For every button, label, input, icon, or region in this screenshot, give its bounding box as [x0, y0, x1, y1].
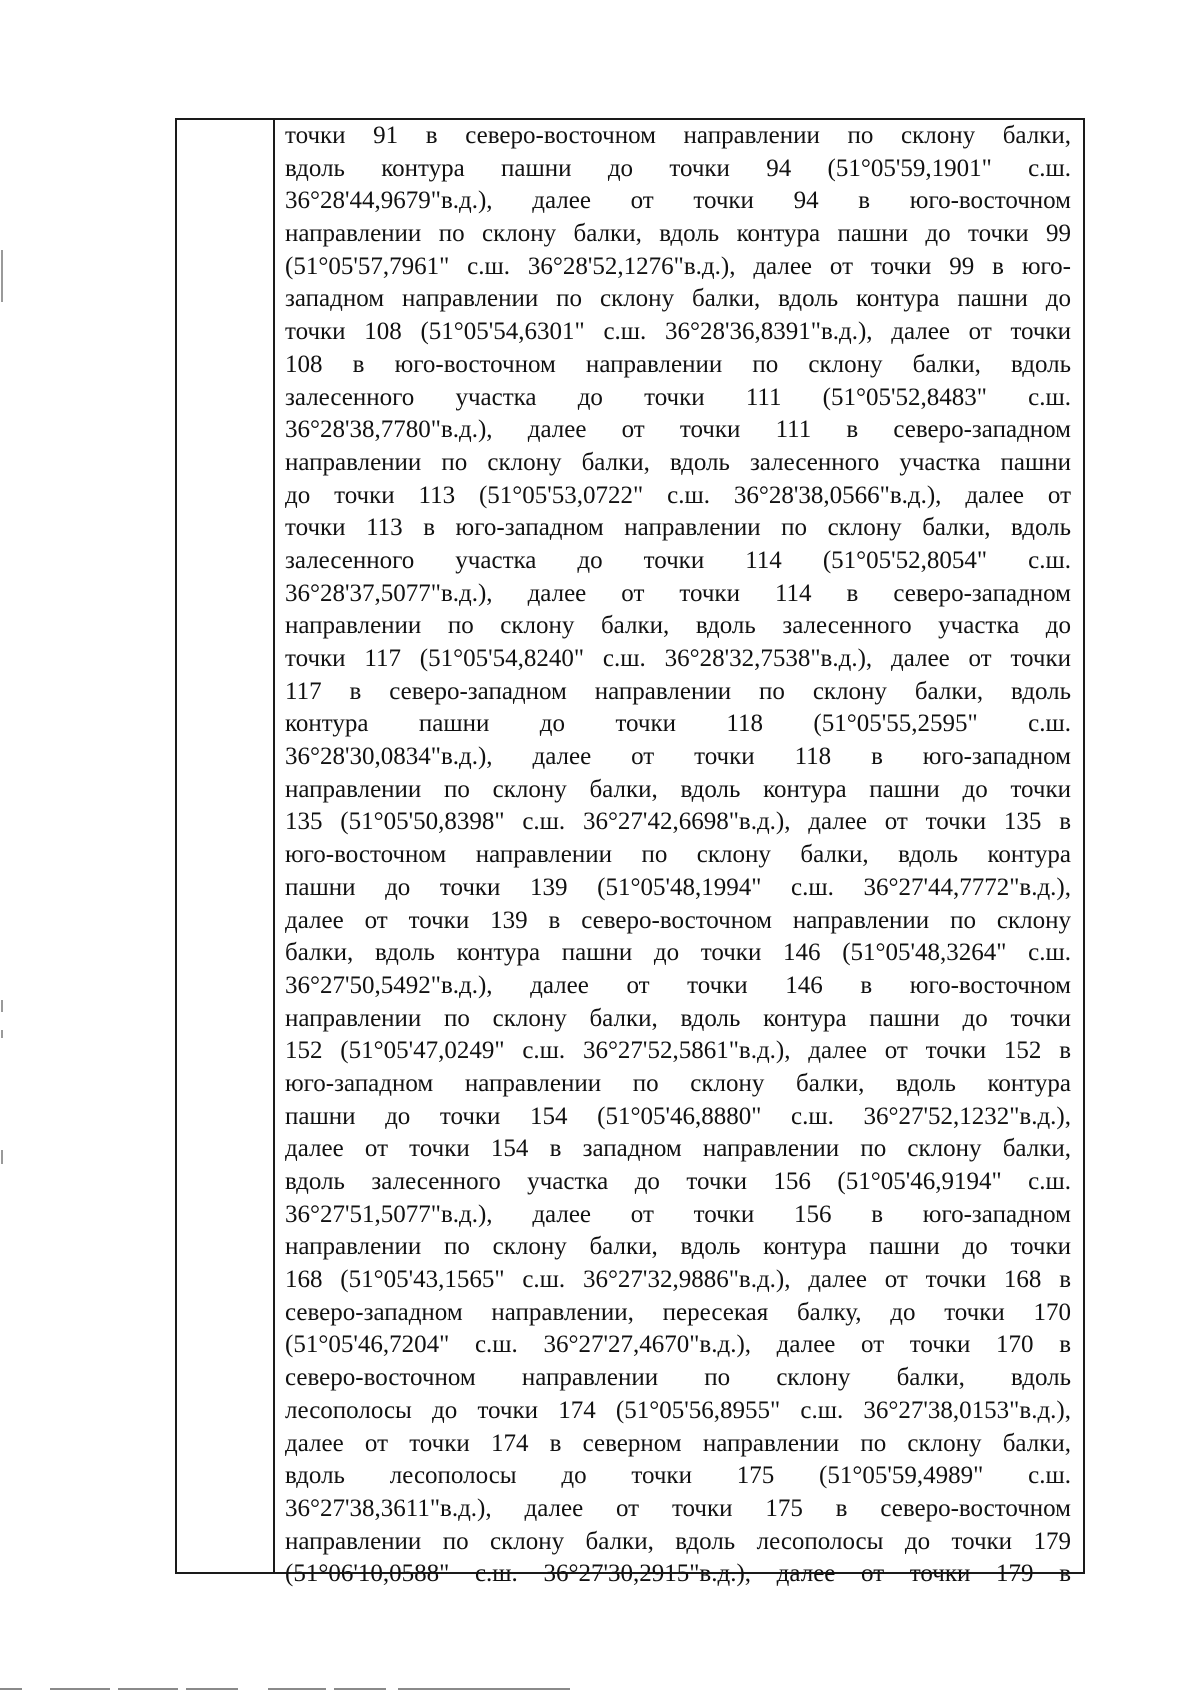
text-line: балки, вдоль контура пашни до точки 146 (51°05'48,3264" с.ш.	[285, 939, 1071, 967]
text-line: 117 в северо-западном направлении по склону балки, вдоль	[285, 677, 1071, 705]
text-line: точки 113 в юго-западном направлении по склону балки, вдоль	[285, 514, 1071, 542]
text-line: 36°28'30,0834"в.д.), далее от точки 118 в юго-западном	[285, 743, 1071, 771]
text-line: далее от точки 139 в северо-восточном направлении по склону	[285, 906, 1071, 934]
scan-dash	[398, 1688, 570, 1690]
text-line: направлении по склону балки, вдоль контура пашни до точки	[285, 1233, 1071, 1261]
text-line: северо-западном направлении, пересекая балку, до точки 170	[285, 1298, 1071, 1326]
scan-margin-mark	[1, 1150, 3, 1164]
text-line: 36°28'44,9679"в.д.), далее от точки 94 в юго-восточном	[285, 187, 1071, 215]
text-line: вдоль лесополосы до точки 175 (51°05'59,4989" с.ш.	[285, 1462, 1071, 1490]
text-line: западном направлении по склону балки, вдоль контура пашни до	[285, 285, 1071, 313]
text-line: юго-западном направлении по склону балки, вдоль контура	[285, 1069, 1071, 1097]
boundary-description-table	[175, 118, 1085, 1588]
text-line: далее от точки 174 в северном направлении по склону балки,	[285, 1429, 1071, 1457]
text-line: до точки 113 (51°05'53,0722" с.ш. 36°28'38,0566"в.д.), далее от	[285, 481, 1071, 509]
text-line: залесенного участка до точки 114 (51°05'52,8054" с.ш.	[285, 546, 1071, 574]
scan-dash	[118, 1688, 178, 1690]
text-line: (51°06'10,0588" с.ш. 36°27'30,2915"в.д.), далее от точки 179 в	[285, 1560, 1071, 1588]
text-line: 36°27'50,5492"в.д.), далее от точки 146 в юго-восточном	[285, 971, 1071, 999]
boundary-description-text	[275, 120, 1083, 1588]
text-line: лесополосы до точки 174 (51°05'56,8955" с.ш. 36°27'38,0153"в.д.),	[285, 1396, 1071, 1424]
text-line: северо-восточном направлении по склону балки, вдоль	[285, 1364, 1071, 1392]
table-left-column	[177, 120, 275, 1572]
text-line: вдоль контура пашни до точки 94 (51°05'59,1901" с.ш.	[285, 154, 1071, 182]
text-line: (51°05'57,7961" с.ш. 36°28'52,1276"в.д.), далее от точки 99 в юго-	[285, 252, 1071, 280]
text-line: 36°27'38,3611"в.д.), далее от точки 175 в северо-восточном	[285, 1494, 1071, 1522]
text-line: вдоль залесенного участка до точки 156 (51°05'46,9194" с.ш.	[285, 1168, 1071, 1195]
text-line: 36°27'51,5077"в.д.), далее от точки 156 в юго-западном	[285, 1200, 1071, 1228]
text-line: 168 (51°05'43,1565" с.ш. 36°27'32,9886"в.д.), далее от точки 168 в	[285, 1266, 1071, 1294]
text-line: юго-восточном направлении по склону балки, вдоль контура	[285, 841, 1071, 869]
text-line: точки 108 (51°05'54,6301" с.ш. 36°28'36,8391"в.д.), далее от точки	[285, 318, 1071, 346]
text-line: направлении по склону балки, вдоль контура пашни до точки	[285, 1004, 1071, 1032]
text-line: направлении по склону балки, вдоль контура пашни до точки 99	[285, 220, 1071, 248]
text-line: направлении по склону балки, вдоль залесенного участка до	[285, 612, 1071, 640]
scan-dash	[0, 1688, 22, 1690]
text-line: залесенного участка до точки 111 (51°05'52,8483" с.ш.	[285, 383, 1071, 411]
text-line: 135 (51°05'50,8398" с.ш. 36°27'42,6698"в.д.), далее от точки 135 в	[285, 808, 1071, 836]
scan-margin-mark	[1, 1030, 3, 1038]
text-line: пашни до точки 139 (51°05'48,1994" с.ш. 36°27'44,7772"в.д.),	[285, 873, 1071, 901]
scan-dash	[186, 1688, 238, 1690]
scan-margin-mark	[1, 1000, 3, 1012]
text-line: 36°28'37,5077"в.д.), далее от точки 114 в северо-западном	[285, 579, 1071, 607]
text-line: 108 в юго-восточном направлении по склону балки, вдоль	[285, 350, 1071, 378]
scan-dash	[334, 1688, 386, 1690]
text-line: (51°05'46,7204" с.ш. 36°27'27,4670"в.д.), далее от точки 170 в	[285, 1331, 1071, 1359]
text-line: направлении по склону балки, вдоль контура пашни до точки	[285, 775, 1071, 803]
text-line: точки 117 (51°05'54,8240" с.ш. 36°28'32,7538"в.д.), далее от точки	[285, 645, 1071, 672]
scan-dash	[50, 1688, 110, 1690]
text-line: 152 (51°05'47,0249" с.ш. 36°27'52,5861"в.д.), далее от точки 152 в	[285, 1037, 1071, 1065]
text-line: контура пашни до точки 118 (51°05'55,2595" с.ш.	[285, 710, 1071, 738]
text-line: направлении по склону балки, вдоль залесенного участка пашни	[285, 448, 1071, 476]
text-line: направлении по склону балки, вдоль лесополосы до точки 179	[285, 1527, 1071, 1555]
text-line: точки 91 в северо-восточном направлении по склону балки,	[285, 122, 1071, 149]
text-line: пашни до точки 154 (51°05'46,8880" с.ш. 36°27'52,1232"в.д.),	[285, 1102, 1071, 1130]
text-line: 36°28'38,7780"в.д.), далее от точки 111 в северо-западном	[285, 416, 1071, 444]
scan-margin-mark	[1, 250, 3, 302]
scan-dash	[268, 1688, 326, 1690]
scan-footer-marks	[0, 1688, 600, 1691]
text-line: далее от точки 154 в западном направлении по склону балки,	[285, 1135, 1071, 1163]
